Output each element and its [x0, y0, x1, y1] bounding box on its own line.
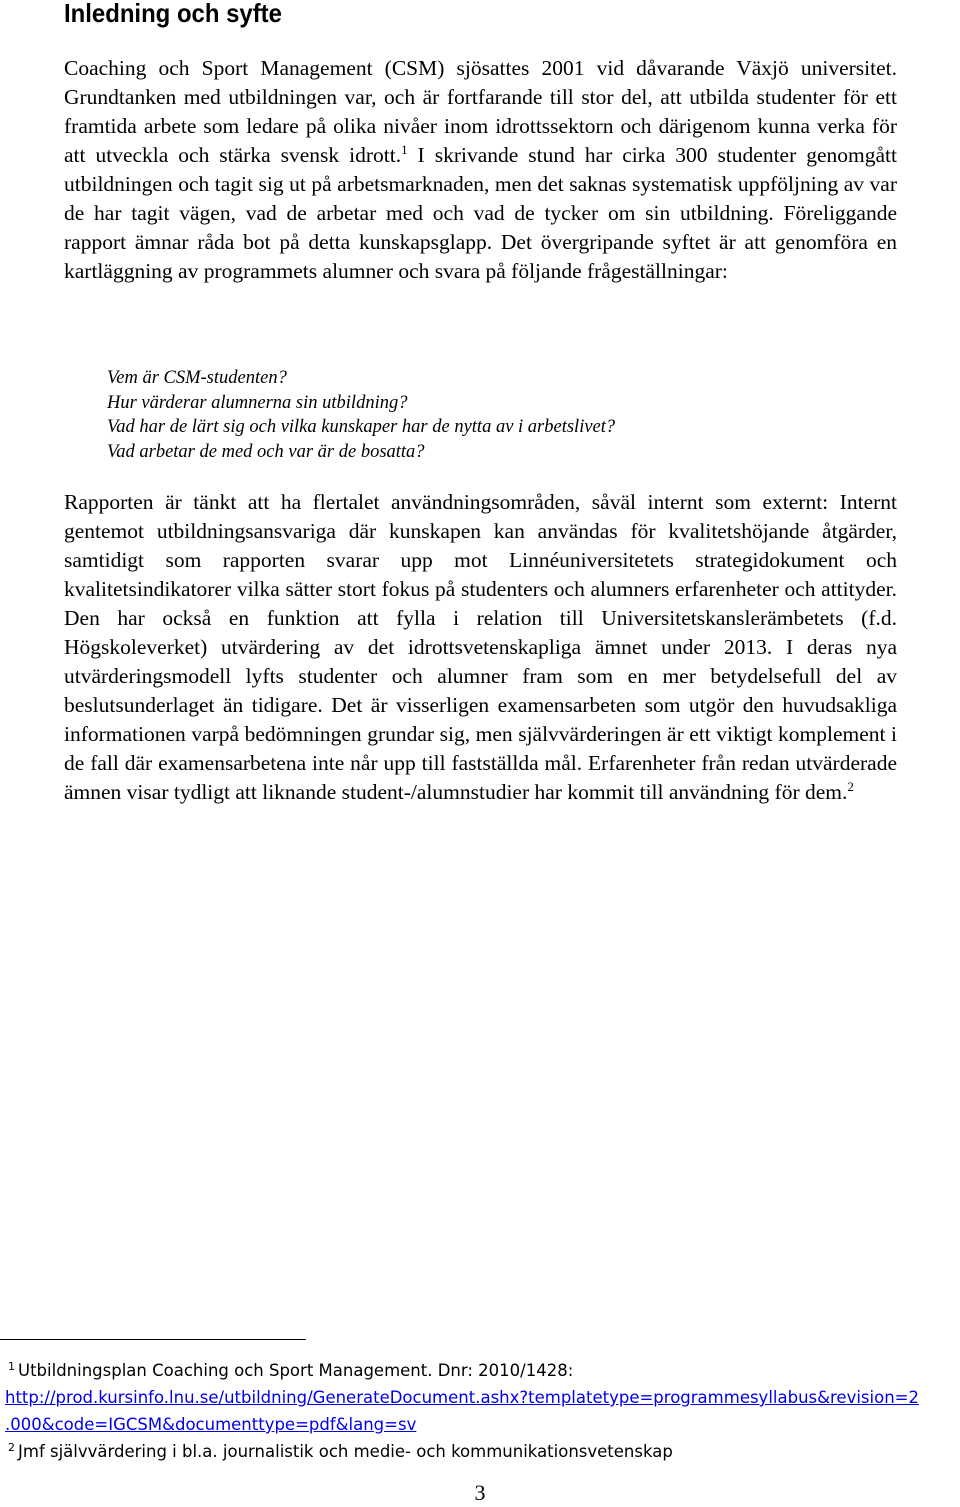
section-heading: Inledning och syfte — [64, 0, 282, 28]
footnote-ref-1[interactable]: 1 — [401, 141, 408, 157]
intro-paragraph — [64, 54, 897, 286]
footnote-1-number: 1 — [8, 1359, 15, 1373]
usage-paragraph — [64, 488, 897, 807]
footnote-separator — [0, 1339, 306, 1340]
footnotes — [0, 1357, 960, 1465]
research-question: Vem är CSM-studenten? — [107, 368, 287, 388]
intro-text-continued: I skrivande stund har cirka 300 studenter genomgått utbildningen och tagit sig ut på arbetsmarknaden, men det saknas systematisk uppföljning av var de har tagit vägen, vad de arbetar med och vad de tycker om sin utbildning. Föreliggande rapport ämnar råda bot på detta kunskapsglapp. Det övergripande syftet är att genomföra en kartläggning av programmets alumner och svara på följande frågeställningar: — [64, 143, 897, 283]
research-question: Vad har de lärt sig och vilka kunskaper har de nytta av i arbetslivet? — [107, 417, 616, 437]
footnote-1-link[interactable] — [0, 1384, 960, 1438]
research-question: Vad arbetar de med och var är de bosatta? — [107, 441, 425, 462]
intro-text: Coaching och Sport Management (CSM) sjösattes 2001 vid dåvarande Växjö universitet. Grundtanken med utbildningen var, och är fortfarande till stor del, att utbilda studenter för ett framtida arbete som ledare på olika nivåer inom idrottssektorn och därigenom kunna verka för att utveckla och stärka svensk idrott. — [64, 56, 897, 167]
footnote-1 — [0, 1357, 960, 1384]
footnote-1-link-line2[interactable]: .000&code=IGCSM&documenttype=pdf&lang=sv — [5, 1415, 417, 1434]
footnote-2 — [0, 1438, 960, 1465]
footnote-1-link-line1[interactable]: http://prod.kursinfo.lnu.se/utbildning/GenerateDocument.ashx?templatetype=programmesyllabus&revision=2 — [5, 1388, 919, 1407]
footnote-1-text: Utbildningsplan Coaching och Sport Management. Dnr: 2010/1428: — [18, 1361, 574, 1380]
footnote-ref-2[interactable]: 2 — [847, 778, 854, 794]
research-question: Hur värderar alumnerna sin utbildning? — [107, 392, 408, 413]
research-questions — [107, 366, 615, 464]
footnote-2-text: Jmf självvärdering i bl.a. journalistik och medie- och kommunikationsvetenskap — [18, 1442, 673, 1461]
usage-text: Rapporten är tänkt att ha flertalet användningsområden, såväl internt som externt: Internt gentemot utbildningsansvariga där kunskapen kan användas för kvalitetshöjande åtgärder, samtidigt som rapporten svarar upp mot Linnéuniversitetets strategidokument och kvalitetsindikatorer vilka sätter stort fokus på studenters och alumners erfarenheter och attityder. Den har också en funktion att fylla i relation till Universitetskanslerämbetets (f.d. Högskoleverket) utvärdering av det idrottsvetenskapliga ämnet under 2013. I deras nya utvärderingsmodell lyfts studenter och alumner fram som en mer betydelsefull del av beslutsunderlaget än tidigare. Det är visserligen examensarbeten som utgör den huvudsakliga informationen varpå bedömningen grundar sig, men självvärderingen är ett viktigt komplement i de fall där examensarbetena inte når upp till fastställda mål. Erfarenheter från redan utvärderade ämnen visar tydligt att liknande student-/alumnstudier har kommit till användning för dem. — [64, 490, 897, 804]
footnote-2-number: 2 — [8, 1440, 15, 1454]
page-number: 3 — [474, 1480, 486, 1505]
